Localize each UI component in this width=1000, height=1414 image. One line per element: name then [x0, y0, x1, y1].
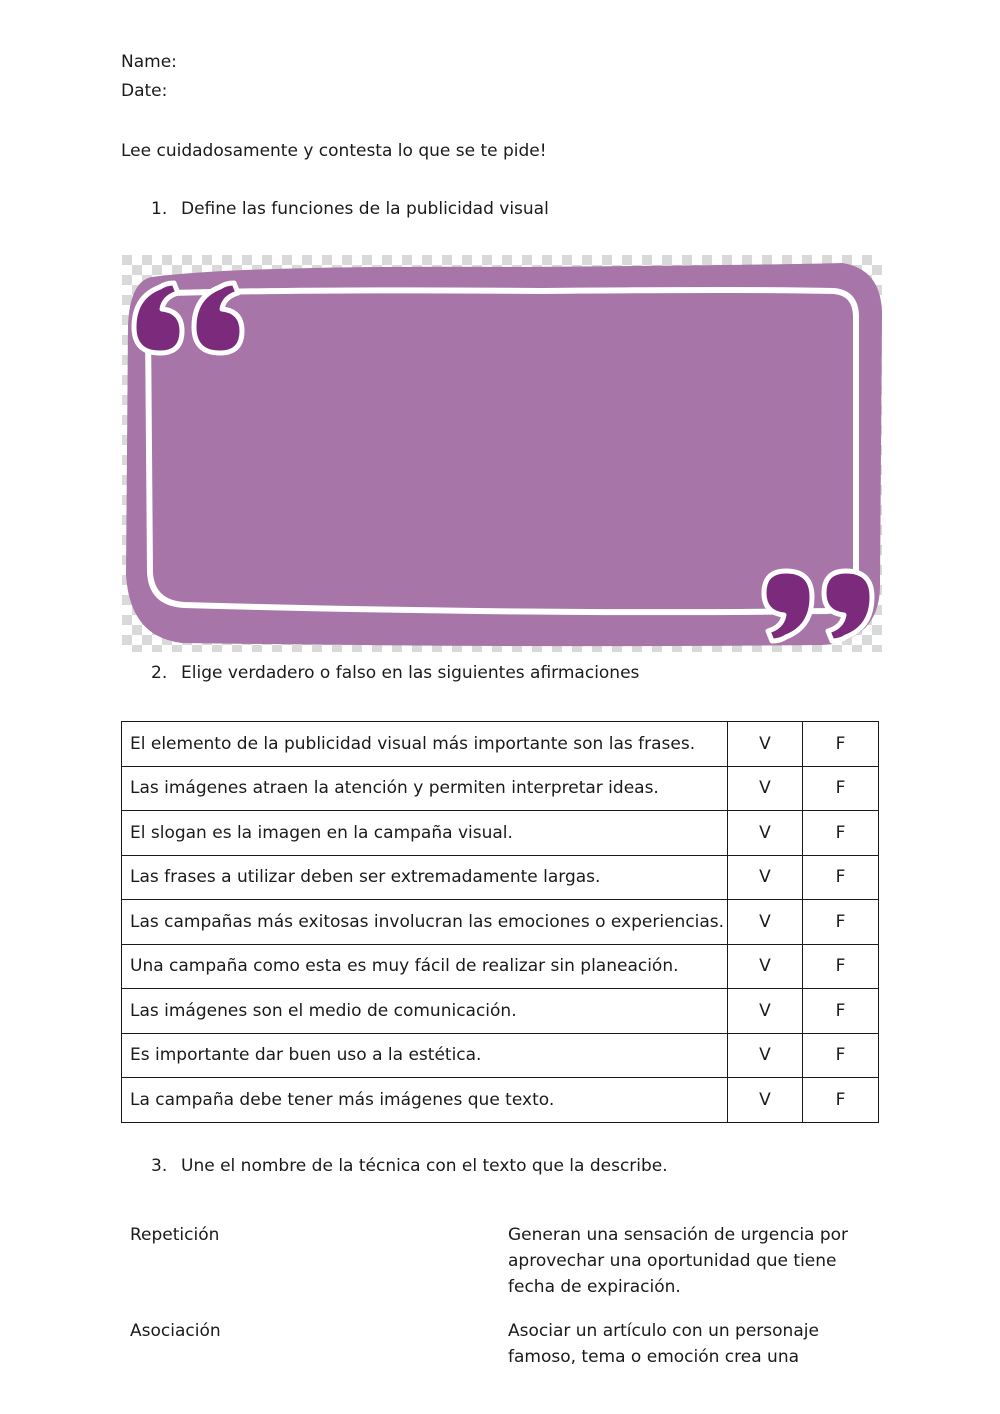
option-false[interactable]: F [803, 900, 879, 945]
option-false[interactable]: F [803, 1033, 879, 1078]
tf-statement: Las imágenes son el medio de comunicación. [122, 989, 728, 1034]
description-item[interactable]: Asociar un artículo con un personaje famoso, tema o emoción crea una [508, 1321, 819, 1367]
true-false-table [121, 721, 879, 1123]
question-text: Define las funciones de la publicidad visual [181, 199, 549, 219]
question-number: 2. [151, 663, 168, 683]
option-false[interactable]: F [803, 811, 879, 856]
option-true[interactable]: V [728, 944, 803, 989]
description-item[interactable]: Generan una sensación de urgencia por aprovechar una oportunidad que tiene fecha de expiración. [508, 1225, 849, 1297]
tf-row [122, 900, 879, 945]
tf-row [122, 1078, 879, 1123]
tf-statement: Es importante dar buen uso a la estética. [122, 1033, 728, 1078]
option-true[interactable]: V [728, 722, 803, 767]
tf-statement: El slogan es la imagen en la campaña visual. [122, 811, 728, 856]
option-true[interactable]: V [728, 766, 803, 811]
option-true[interactable]: V [728, 900, 803, 945]
option-false[interactable]: F [803, 722, 879, 767]
question-number: 1. [151, 199, 168, 219]
tf-statement: El elemento de la publicidad visual más importante son las frases. [122, 722, 728, 767]
tf-row [122, 811, 879, 856]
option-true[interactable]: V [728, 1078, 803, 1123]
option-true[interactable]: V [728, 811, 803, 856]
option-true[interactable]: V [728, 989, 803, 1034]
tf-statement: La campaña debe tener más imágenes que texto. [122, 1078, 728, 1123]
option-true[interactable]: V [728, 855, 803, 900]
question-number: 3. [151, 1156, 168, 1176]
tf-statement: Las campañas más exitosas involucran las emociones o experiencias. [122, 900, 728, 945]
technique-item[interactable]: Repetición [130, 1225, 220, 1245]
option-false[interactable]: F [803, 766, 879, 811]
option-true[interactable]: V [728, 1033, 803, 1078]
option-false[interactable]: F [803, 1078, 879, 1123]
instructions-text: Lee cuidadosamente y contesta lo que se te pide! [121, 141, 547, 161]
tf-row [122, 766, 879, 811]
tf-row [122, 944, 879, 989]
tf-row [122, 722, 879, 767]
tf-row [122, 855, 879, 900]
technique-item[interactable]: Asociación [130, 1321, 221, 1341]
option-false[interactable]: F [803, 944, 879, 989]
tf-row [122, 1033, 879, 1078]
date-label: Date: [121, 81, 168, 101]
option-false[interactable]: F [803, 855, 879, 900]
option-false[interactable]: F [803, 989, 879, 1034]
name-label: Name: [121, 52, 177, 72]
tf-statement: Las frases a utilizar deben ser extremadamente largas. [122, 855, 728, 900]
question-text: Elige verdadero o falso en las siguientes afirmaciones [181, 663, 640, 683]
question-text: Une el nombre de la técnica con el texto que la describe. [181, 1156, 668, 1176]
tf-statement: Las imágenes atraen la atención y permiten interpretar ideas. [122, 766, 728, 811]
tf-statement: Una campaña como esta es muy fácil de realizar sin planeación. [122, 944, 728, 989]
tf-row [122, 989, 879, 1034]
answer-box-frame[interactable] [122, 255, 882, 652]
